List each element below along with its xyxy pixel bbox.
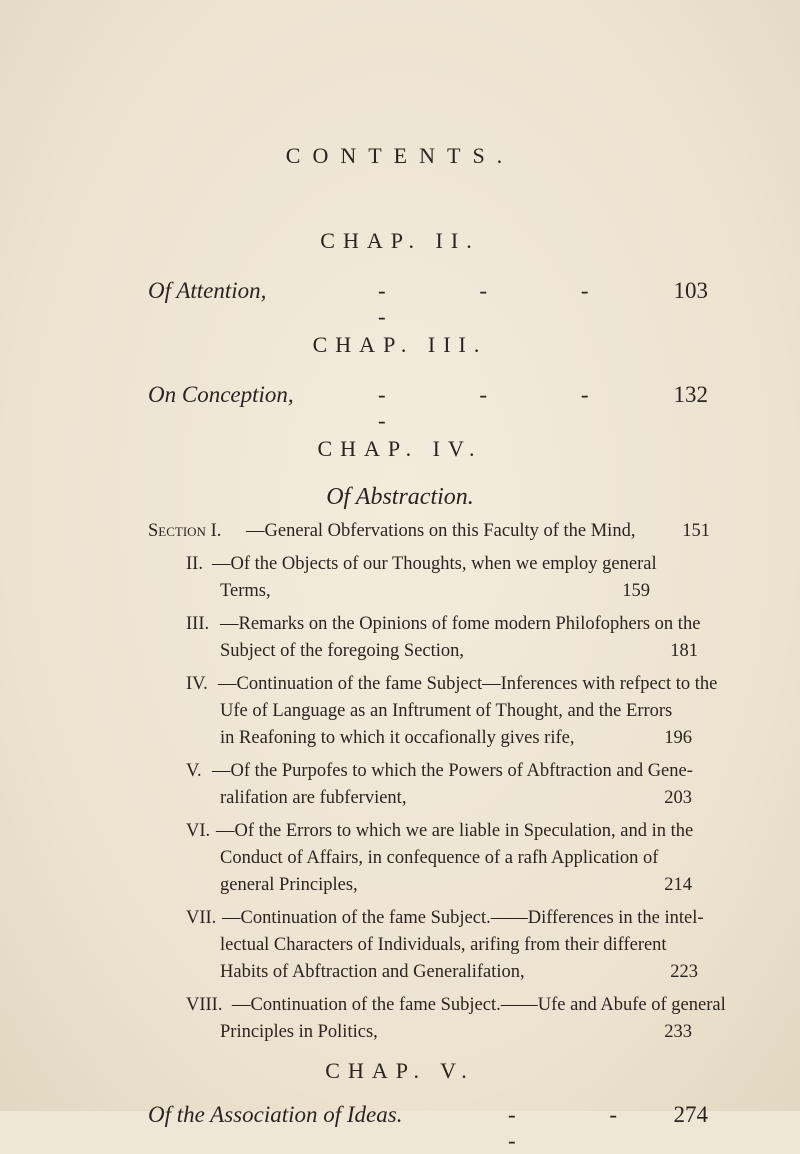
chapter-entry-3 <box>148 382 708 433</box>
page-number: 203 <box>664 788 692 808</box>
running-head: CONTENTS. <box>285 143 515 168</box>
section-entry <box>148 611 710 669</box>
section-entry <box>148 551 710 609</box>
section-text: general Principles, <box>220 875 358 895</box>
section-entry <box>148 671 718 758</box>
leader-dashes: - - - <box>508 1102 662 1153</box>
section-number: VI. <box>186 821 211 841</box>
section-entry <box>148 818 710 905</box>
section-number: II. <box>186 554 203 574</box>
page-number: 103 <box>673 278 708 303</box>
page-number: 159 <box>622 581 650 601</box>
section-number: VIII. <box>186 995 223 1015</box>
chapter-heading-5: CHAP. V. <box>325 1058 475 1083</box>
section-text: —Of the Errors to which we are liable in Speculation, and in the <box>216 821 694 841</box>
section-text: Habits of Abftraction and Generalifation, <box>220 962 525 982</box>
chapter-entry-2 <box>148 278 708 329</box>
chapter-title: Of Attention, <box>148 278 267 303</box>
page-number: 274 <box>673 1102 708 1127</box>
leader-dashes: - - - - <box>378 278 633 329</box>
section-number: IV. <box>186 674 208 694</box>
section-entry <box>148 992 726 1050</box>
section-number: III. <box>186 614 210 634</box>
section-text: —Continuation of the fame Subject—Inferences with refpect to the <box>218 674 718 694</box>
section-text: in Reafoning to which it occafionally gives rife, <box>220 728 575 748</box>
section-text: —Continuation of the fame Subject.——Ufe and Abufe of general <box>232 995 726 1015</box>
section-entry <box>148 518 710 547</box>
chapter-title: On Conception, <box>148 382 294 407</box>
section-text: ralifation are fubfervient, <box>220 788 407 808</box>
section-text: Principles in Politics, <box>220 1022 378 1042</box>
page-number: 233 <box>664 1022 692 1042</box>
section-text: Terms, <box>220 581 271 601</box>
page-number: 181 <box>670 641 698 661</box>
section-text: lectual Characters of Individuals, arifing from their different <box>220 935 667 955</box>
page-number: 214 <box>664 875 692 895</box>
section-text: —Of the Purpofes to which the Powers of Abftraction and Gene- <box>212 761 693 781</box>
section-text: —Continuation of the fame Subject.——Differences in the intel- <box>222 908 704 928</box>
chapter-heading-3: CHAP. III. <box>312 332 488 357</box>
section-text: Subject of the foregoing Section, <box>220 641 465 661</box>
chapter-subtitle: Of Abstraction. <box>326 484 474 510</box>
section-number: Section I. <box>148 521 222 541</box>
section-text: —Of the Objects of our Thoughts, when we employ general <box>212 554 657 574</box>
page-number: 196 <box>664 728 692 748</box>
section-entry <box>148 905 710 992</box>
chapter-heading-2: CHAP. II. <box>320 228 480 253</box>
chapter-entry-5 <box>148 1102 708 1153</box>
page-number: 151 <box>682 521 710 541</box>
section-text: —Remarks on the Opinions of fome modern Philofophers on the <box>220 614 701 634</box>
section-number: V. <box>186 761 202 781</box>
page-number: 132 <box>673 382 708 407</box>
section-entry <box>148 758 710 816</box>
page-number: 223 <box>670 962 698 982</box>
leader-dashes: - - - - <box>378 382 633 433</box>
section-text: —General Obfervations on this Faculty of the Mind, <box>246 521 636 541</box>
section-text: Conduct of Affairs, in confequence of a rafh Application of <box>220 848 659 868</box>
chapter-title: Of the Association of Ideas. <box>148 1102 403 1127</box>
section-number: VII. <box>186 908 217 928</box>
chapter-heading-4: CHAP. IV. <box>317 436 483 461</box>
section-text: Ufe of Language as an Inftrument of Thought, and the Errors <box>220 701 673 721</box>
